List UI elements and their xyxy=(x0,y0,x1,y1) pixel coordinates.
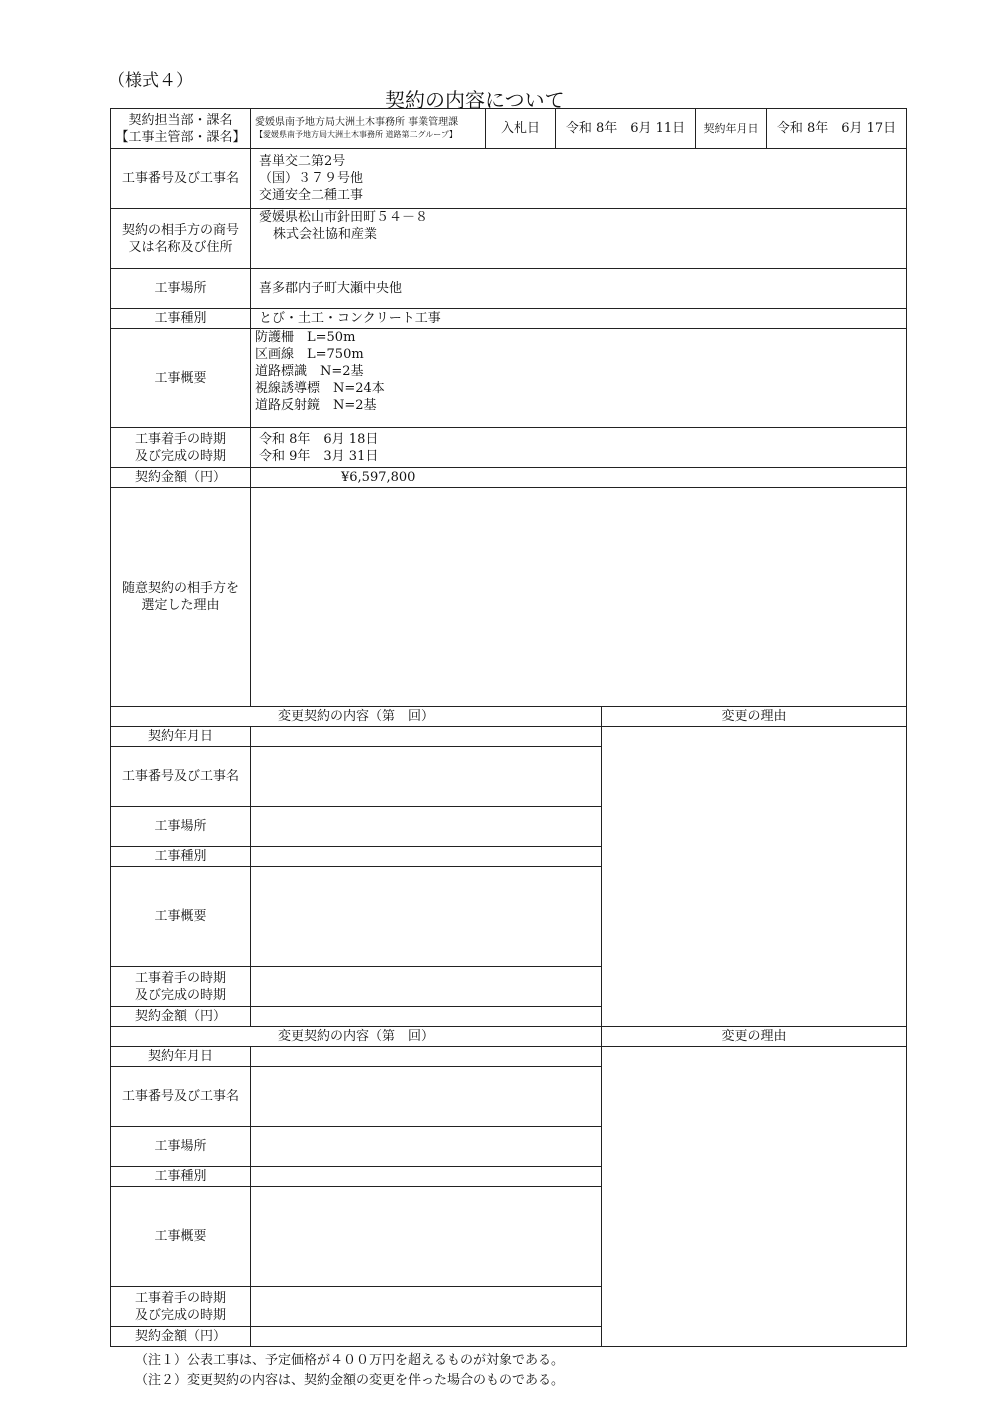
summary-value: 防護柵 L=50m 区画線 L=750m 道路標識 N=2基 視線誘導標 N=24本 道路反射鏡 N=2基 xyxy=(251,329,907,428)
dept-label: 契約担当部・課名 【工事主管部・課名】 xyxy=(111,109,251,149)
form-number: （様式４） xyxy=(108,71,193,91)
amount-value: ¥6,597,800 xyxy=(251,468,907,488)
page-title: 契約の内容について xyxy=(385,88,565,112)
change-contract-date-value xyxy=(251,1047,602,1067)
bid-date-value: 令和 8年 6月 11日 xyxy=(556,109,696,149)
change-work-no-label: 工事番号及び工事名 xyxy=(111,747,251,807)
change-period-value xyxy=(251,967,602,1007)
change-reason-header: 変更の理由 xyxy=(602,1027,907,1047)
change-amount-label: 契約金額（円） xyxy=(111,1327,251,1347)
party-value: 愛媛県松山市針田町５４－８ 株式会社協和産業 xyxy=(251,209,907,269)
contract-table xyxy=(110,148,907,707)
change-contract-date-label: 契約年月日 xyxy=(111,727,251,747)
contract-date-value: 令和 8年 6月 17日 xyxy=(767,109,907,149)
change-place-label: 工事場所 xyxy=(111,807,251,847)
type-value: とび・土工・コンクリート工事 xyxy=(251,309,907,329)
change-type-value xyxy=(251,847,602,867)
change-work-no-value xyxy=(251,1067,602,1127)
change-header: 変更契約の内容（第 回） xyxy=(111,1027,602,1047)
period-value: 令和 8年 6月 18日 令和 9年 3月 31日 xyxy=(251,428,907,468)
party-label: 契約の相手方の商号 又は名称及び住所 xyxy=(111,209,251,269)
change-place-value xyxy=(251,807,602,847)
change-summary-label: 工事概要 xyxy=(111,867,251,967)
change-place-value xyxy=(251,1127,602,1167)
change-summary-value xyxy=(251,1187,602,1287)
change-work-no-value xyxy=(251,747,602,807)
reason-label: 随意契約の相手方を 選定した理由 xyxy=(111,488,251,707)
place-value: 喜多郡内子町大瀬中央他 xyxy=(251,269,907,309)
change-type-label: 工事種別 xyxy=(111,847,251,867)
bid-date-label: 入札日 xyxy=(486,109,556,149)
amount-label: 契約金額（円） xyxy=(111,468,251,488)
period-label: 工事着手の時期 及び完成の時期 xyxy=(111,428,251,468)
change-header: 変更契約の内容（第 回） xyxy=(111,707,602,727)
change-table-2 xyxy=(110,1026,907,1347)
note-1: （注１）公表工事は、予定価格が４００万円を超えるものが対象である。 xyxy=(135,1353,565,1368)
change-place-label: 工事場所 xyxy=(111,1127,251,1167)
reason-value xyxy=(251,488,907,707)
summary-label: 工事概要 xyxy=(111,329,251,428)
change-contract-date-value xyxy=(251,727,602,747)
work-no-value: 喜単交二第2号 （国）３７９号他 交通安全二種工事 xyxy=(251,149,907,209)
change-amount-label: 契約金額（円） xyxy=(111,1007,251,1027)
work-no-label: 工事番号及び工事名 xyxy=(111,149,251,209)
header-table xyxy=(110,108,907,149)
change-amount-value xyxy=(251,1007,602,1027)
type-label: 工事種別 xyxy=(111,309,251,329)
change-amount-value xyxy=(251,1327,602,1347)
change-period-label: 工事着手の時期 及び完成の時期 xyxy=(111,1287,251,1327)
change-type-value xyxy=(251,1167,602,1187)
change-period-label: 工事着手の時期 及び完成の時期 xyxy=(111,967,251,1007)
change-contract-date-label: 契約年月日 xyxy=(111,1047,251,1067)
change-table-1 xyxy=(110,706,907,1027)
change-reason-value xyxy=(602,1047,907,1347)
note-2: （注２）変更契約の内容は、契約金額の変更を伴った場合のものである。 xyxy=(135,1373,565,1388)
change-reason-header: 変更の理由 xyxy=(602,707,907,727)
change-period-value xyxy=(251,1287,602,1327)
change-summary-label: 工事概要 xyxy=(111,1187,251,1287)
change-work-no-label: 工事番号及び工事名 xyxy=(111,1067,251,1127)
change-summary-value xyxy=(251,867,602,967)
change-reason-value xyxy=(602,727,907,1027)
contract-date-label: 契約年月日 xyxy=(696,109,767,149)
place-label: 工事場所 xyxy=(111,269,251,309)
dept-value: 愛媛県南予地方局大洲土木事務所 事業管理課 【愛媛県南予地方局大洲土木事務所 道路第二グループ】 xyxy=(251,109,486,149)
change-type-label: 工事種別 xyxy=(111,1167,251,1187)
